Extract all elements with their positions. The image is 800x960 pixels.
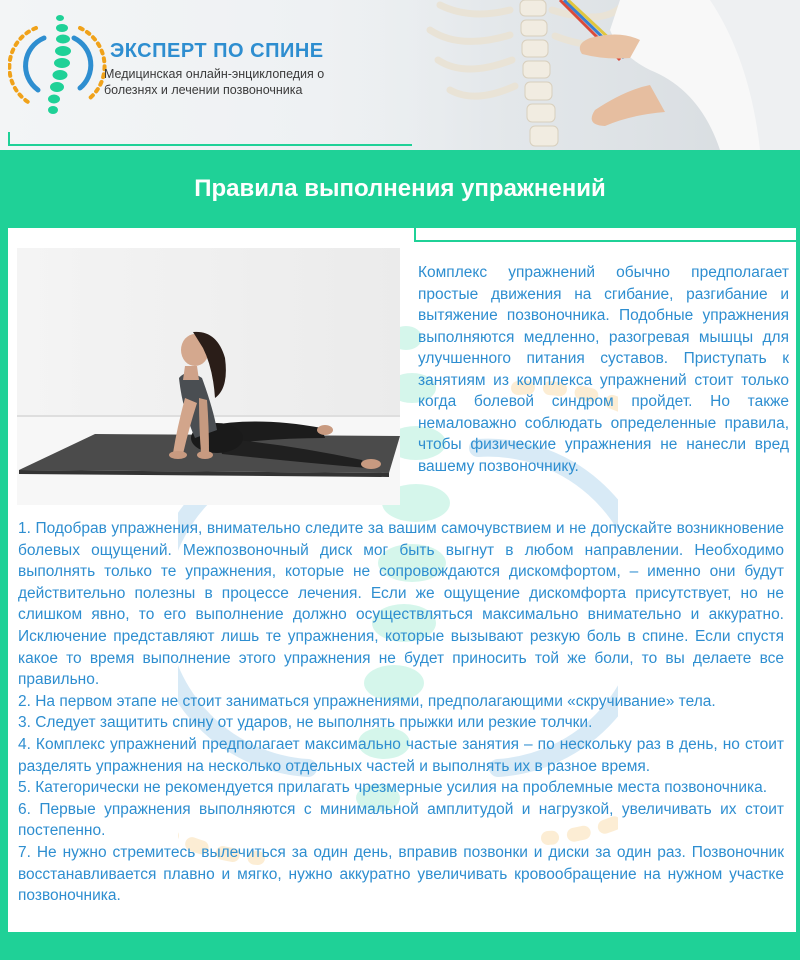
list-item: 7. Не нужно стремитесь вылечиться за один день, вправив позвонки и диски за один раз. Позвоночник восстанавливается плавно и мягко, нужно аккуратно увеличивать кровообращение на нужном участке позвоночника.	[18, 843, 784, 905]
list-item: 2. На первом этапе не стоит заниматься упражнениями, предполагающими «скручивание» тела.	[18, 692, 716, 710]
intro-paragraph: Комплекс упражнений обычно предполагает простые движения на сгибание, разгибание и вытяжение позвоночника. Подобные упражнения выполняются медленно, разогревая мышцы для улучшенного питания суставов. Приступать к занятиям из комплекса упражнений стоит только когда болевой синдром пройдет. Но также немаловажно соблюдать определенные правила, чтобы физические упражнения не нанесли вред вашему позвоночнику.	[418, 264, 789, 475]
content-panel	[8, 228, 796, 932]
doctor-spine-model-photo	[320, 0, 800, 150]
rules-list	[18, 518, 784, 907]
list-item: 5. Категорически не рекомендуется прилагать чрезмерные усилия на проблемные места позвоночника.	[18, 779, 768, 797]
yoga-cobra-pose-photo	[17, 248, 400, 505]
spine-logo-icon	[8, 10, 108, 120]
list-item: 4. Комплекс упражнений предполагает максимально частые занятия – по нескольку раз в день, но стоит разделять упражнения на несколько отдельных частей и выполнять их в разное время.	[18, 735, 784, 775]
brand-name[interactable]: ЭКСПЕРТ ПО СПИНЕ	[110, 40, 324, 62]
list-item: 3. Следует защитить спину от ударов, не выполнять прыжки или резкие толчки.	[18, 714, 593, 732]
panel-divider	[414, 228, 796, 242]
header-divider	[8, 132, 412, 146]
list-item: 6. Первые упражнения выполняются с минимальной амплитудой и нагрузкой, увеличивать их стоит постепенно.	[18, 800, 784, 840]
site-header	[0, 0, 800, 150]
list-item: 1. Подобрав упражнения, внимательно следите за вашим самочувствием и не допускайте возникновение болевых ощущений. Межпозвоночный диск мог быть выгнут в любом направлении. Необходимо выполнять только те упражнения, которые не сопровождаются дискомфортом, – именно они будут действительно полезны в процессе лечения. Если же ощущение дискомфорта присутствует, но не слишком явно, то его выполнение должно осуществляться максимально внимательно и аккуратно. Исключение представляют лишь те упражнения, которые вызывают резкую боль в спине. Если спустя какое то время выполнение этого упражнения не будет приносить той же боли, то вы делаете все правильно.	[18, 520, 784, 689]
brand-tagline: Медицинская онлайн-энциклопедия о болезнях и лечении позвоночника	[104, 67, 325, 97]
page-title: Правила выполнения упражнений	[194, 175, 606, 202]
